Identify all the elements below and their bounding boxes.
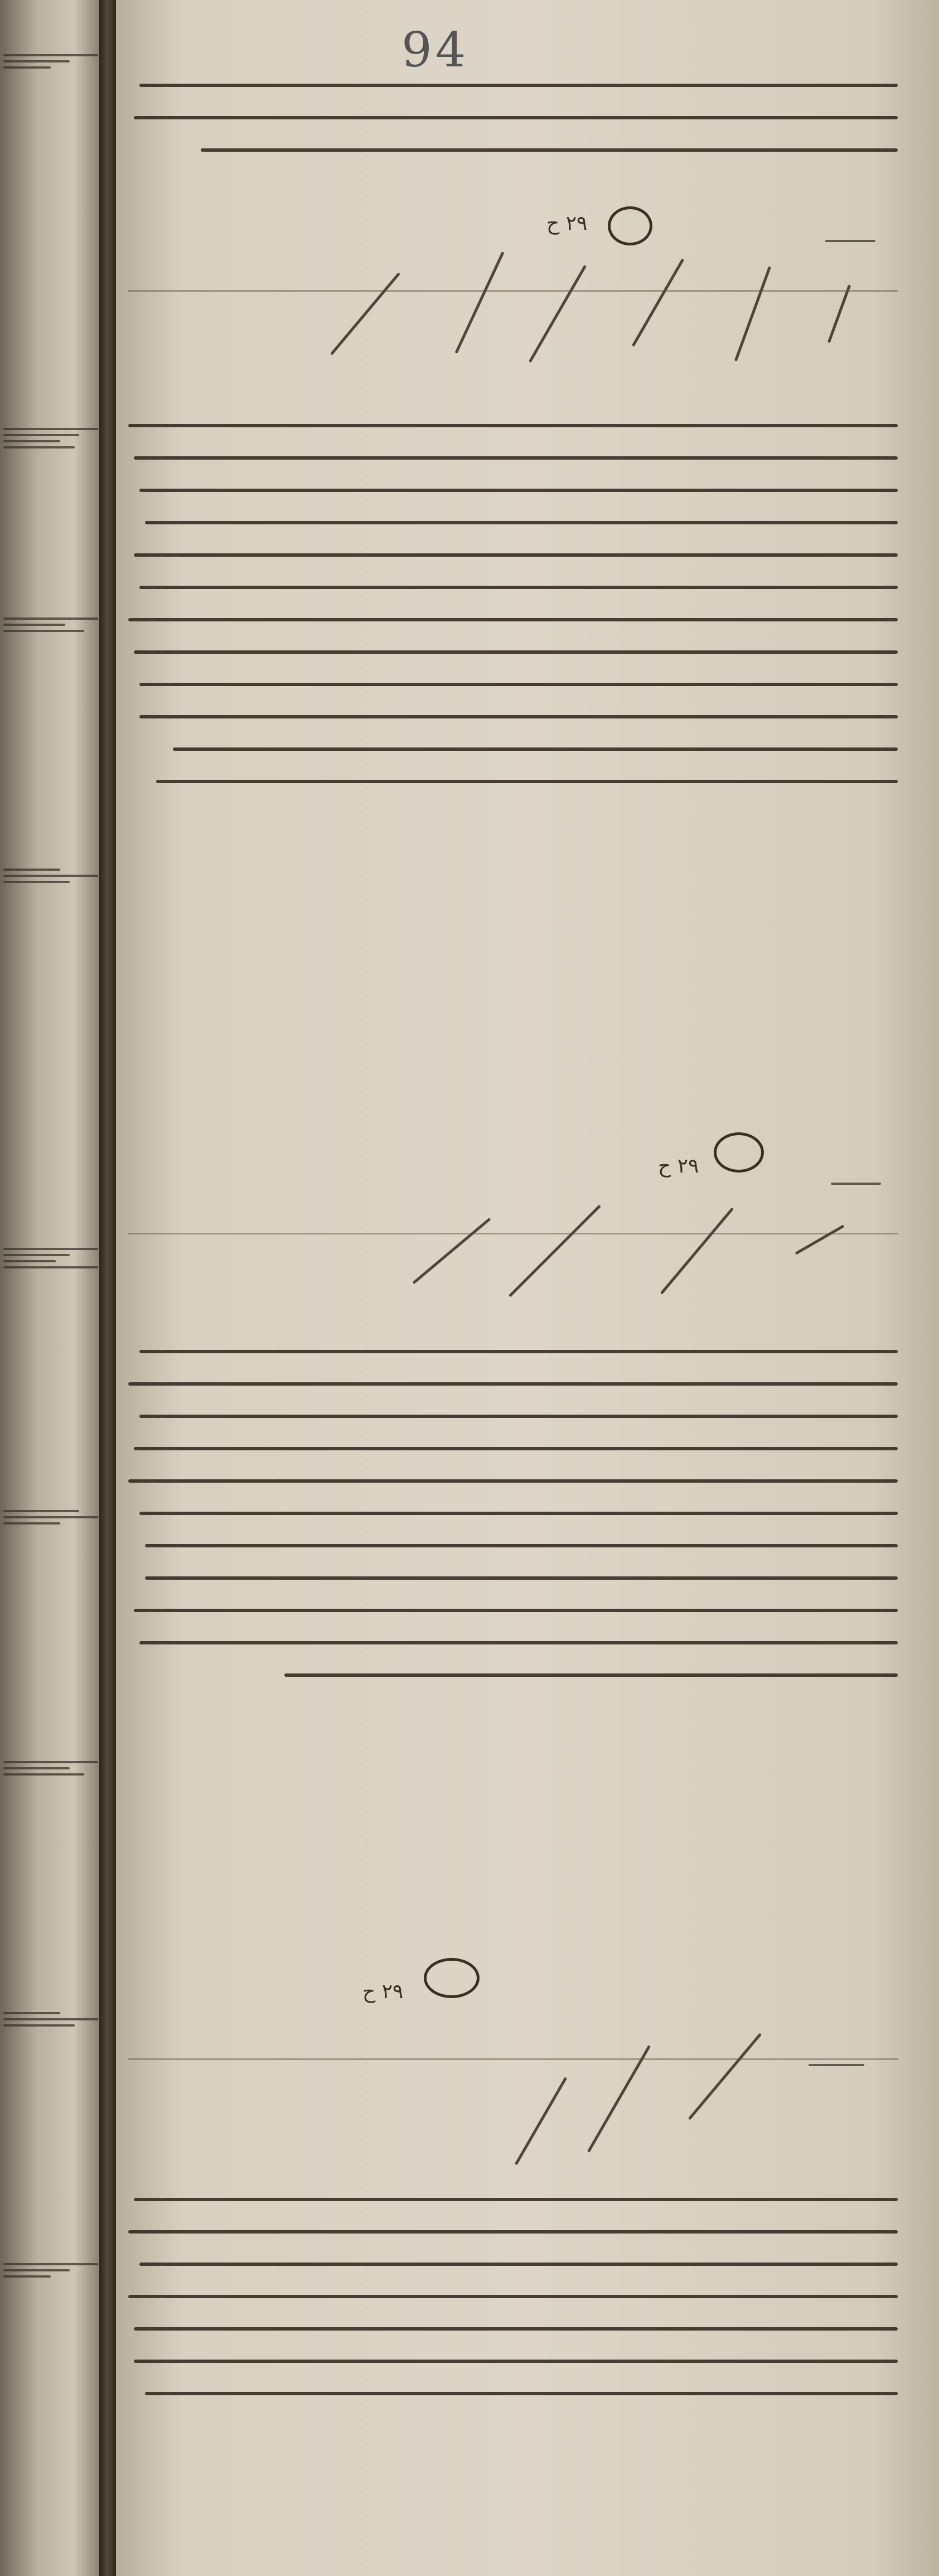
entry-divider <box>128 290 898 292</box>
signature-mark: ٢٩ ح <box>647 1132 781 1194</box>
text-line <box>134 2360 898 2363</box>
text-line <box>128 424 898 427</box>
text-line <box>139 715 898 718</box>
text-line <box>201 148 898 152</box>
text-line <box>139 489 898 492</box>
text-line <box>145 1576 898 1580</box>
marginal-note <box>831 1183 881 1185</box>
entry-text-block <box>128 424 898 812</box>
signature-mark: ٢٩ ح <box>346 1958 491 2019</box>
entry-divider <box>128 1233 898 1234</box>
text-line <box>139 1350 898 1353</box>
facing-page-text-fragment <box>3 2259 98 2294</box>
text-line <box>139 1415 898 1418</box>
entry-text-block <box>128 84 898 181</box>
text-line <box>134 1447 898 1450</box>
signature-mark: ٢٩ ح <box>530 201 652 257</box>
text-line <box>128 618 898 621</box>
text-line <box>128 1382 898 1386</box>
text-line <box>139 1512 898 1515</box>
marginal-note <box>825 240 875 242</box>
text-line <box>156 780 898 783</box>
facing-page-text-fragment <box>3 1757 98 1792</box>
facing-page-left <box>0 0 106 2576</box>
text-line <box>145 2392 898 2395</box>
facing-page-text-fragment <box>3 2008 98 2043</box>
facing-page-text-fragment <box>3 1506 98 1541</box>
facing-page-text-fragment <box>3 614 98 648</box>
marginal-note <box>809 2064 864 2066</box>
text-line <box>139 683 898 686</box>
facing-page-text-fragment <box>3 1244 98 1279</box>
text-line <box>134 650 898 654</box>
text-line <box>128 1479 898 1483</box>
entry-divider <box>128 2058 898 2060</box>
manuscript-page <box>116 0 939 2576</box>
text-line <box>139 84 898 87</box>
text-line <box>128 2295 898 2298</box>
text-line <box>139 1641 898 1644</box>
text-line <box>134 2327 898 2331</box>
text-line <box>134 1609 898 1612</box>
text-line <box>139 2263 898 2266</box>
page-number: 94 <box>401 22 470 78</box>
facing-page-text-fragment <box>3 50 98 85</box>
text-line <box>134 456 898 460</box>
facing-page-text-fragment <box>3 865 98 899</box>
text-line <box>284 1673 898 1677</box>
text-line <box>134 553 898 557</box>
text-line <box>128 2230 898 2234</box>
text-line <box>134 116 898 119</box>
text-line <box>173 747 898 751</box>
facing-page-text-fragment <box>3 424 98 459</box>
text-line <box>139 586 898 589</box>
text-line <box>145 521 898 524</box>
text-line <box>145 1544 898 1547</box>
entry-text-block <box>128 1350 898 1706</box>
text-line <box>134 2198 898 2201</box>
entry-text-block <box>128 2198 898 2424</box>
